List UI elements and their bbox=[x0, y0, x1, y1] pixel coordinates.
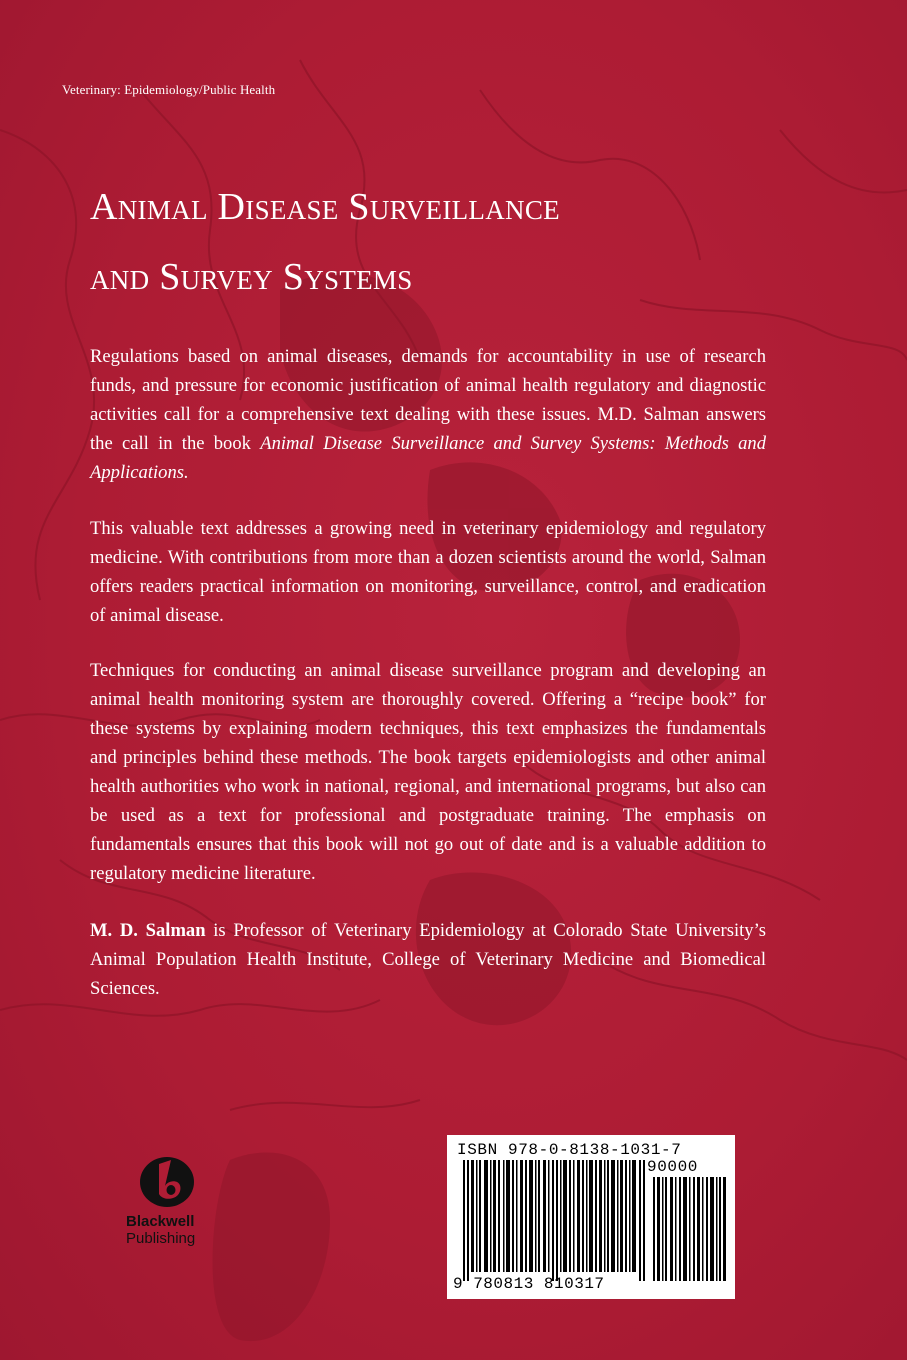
price-code: 90000 bbox=[647, 1158, 699, 1176]
description-paragraph-3: Techniques for conducting an animal disease surveillance program and developing an animal health monitoring system are thoroughly covered. Offering a “recipe book” for these systems by explaining modern techniques, this text emphasizes the fundamentals and principles behind these methods. The book targets epidemiologists and other animal health authorities who work in national, regional, and international programs, but also can be used as a text for professional and postgraduate training. The emphasis on fundamentals ensures that this book will not go out of date and is a valuable addition to regulatory medicine literature. bbox=[90, 660, 766, 884]
ean-digits: 9 780813 810317 bbox=[453, 1275, 605, 1293]
ean-barcode bbox=[463, 1160, 645, 1281]
title-line-2: and Survey Systems bbox=[90, 256, 413, 299]
description-paragraph-1 bbox=[90, 342, 766, 487]
book-title bbox=[90, 172, 850, 313]
description-paragraph-2: This valuable text addresses a growing need in veterinary epidemiology and regulatory medicine. With contributions from more than a dozen scientists around the world, Salman offers readers practical information on monitoring, surveillance, control, and eradication of animal disease. bbox=[90, 518, 766, 626]
isbn-label: ISBN 978-0-8138-1031-7 bbox=[457, 1141, 682, 1159]
author-bio-text: is Professor of Veterinary Epidemiology at Colorado State University’s Animal Population Health Institute, College of Veterinary Medicine and Biomedical Sciences. bbox=[90, 920, 766, 999]
publisher-logo bbox=[126, 1150, 226, 1265]
category-label: Veterinary: Epidemiology/Public Health bbox=[62, 82, 276, 97]
publisher-subname: Publishing bbox=[126, 1230, 196, 1247]
author-bio bbox=[90, 916, 766, 1003]
addon-barcode bbox=[653, 1177, 727, 1281]
barcode-block bbox=[447, 1135, 735, 1299]
blackwell-b-icon bbox=[137, 1150, 197, 1210]
publisher-name: Blackwell bbox=[126, 1213, 195, 1230]
paragraph-1-text: Regulations based on animal diseases, demands for accountability in use of research funds, and pressure for economic justification of animal health regulatory and diagnostic activities call for a comprehensive text dealing with these issues. M.D. Salman answers the call in the book bbox=[90, 346, 766, 454]
book-full-title: Animal Disease Surveillance and Survey Systems: Methods and Applications. bbox=[90, 433, 766, 483]
title-line-1: Animal Disease Surveillance bbox=[90, 186, 560, 228]
author-name: M. D. Salman bbox=[90, 920, 206, 941]
